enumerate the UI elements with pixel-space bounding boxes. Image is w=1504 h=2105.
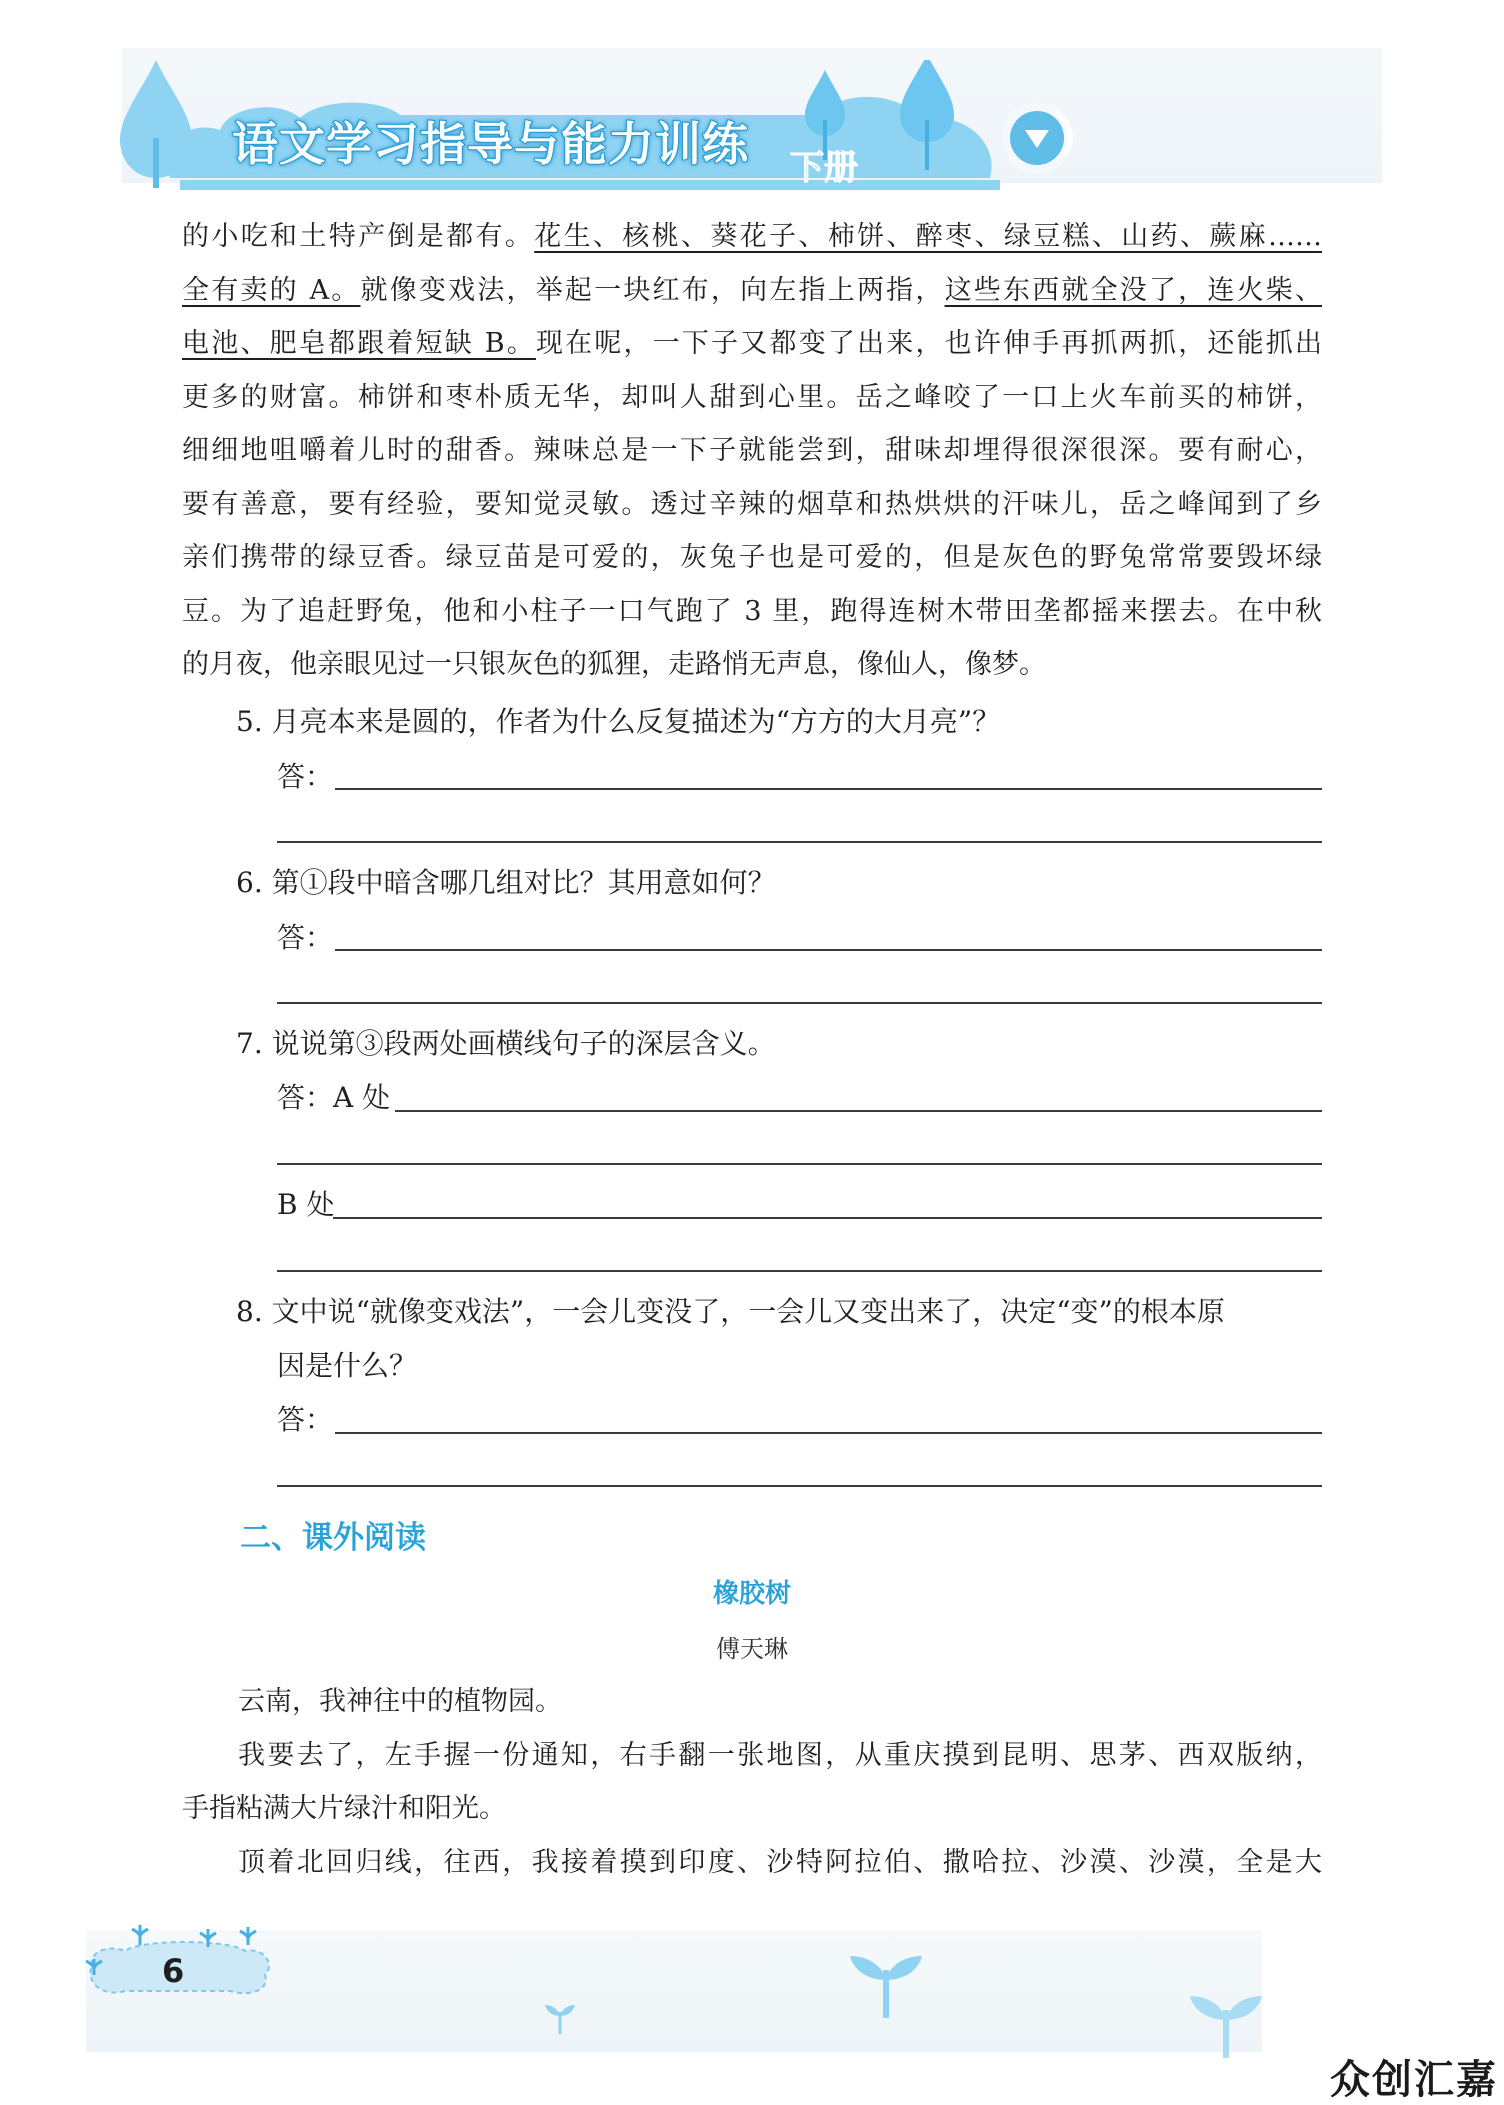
passage-text-span: 就像变戏法，举起一块红布，向左指上两指， — [360, 274, 945, 306]
volume-label: 下册 — [790, 148, 858, 188]
underlined-sentence-b: 这些东西就全没了，连火柴、 — [944, 274, 1322, 306]
article-paragraph: 顶着北回归线，往西，我接着摸到印度、沙特阿拉伯、撒哈拉、沙漠、沙漠，全是大 — [238, 1846, 1322, 1878]
answer-line[interactable] — [277, 1002, 1322, 1004]
passage-text — [182, 210, 1322, 692]
question-7: 7. 说说第③段两处画横线句子的深层含义。 — [236, 1027, 776, 1060]
article-author: 傅天琳 — [716, 1635, 788, 1663]
sprout-icon — [545, 2002, 575, 2034]
answer-line[interactable] — [277, 841, 1322, 843]
passage-line — [182, 264, 1322, 318]
passage-line — [182, 317, 1322, 371]
answer-line[interactable] — [333, 1217, 1322, 1219]
passage-line: 要有善意，要有经验，要知觉灵敏。透过辛辣的烟草和热烘烘的汗味儿，岳之峰闻到了乡 — [182, 488, 1322, 520]
passage-text-span: 的小吃和土特产倒是都有。 — [182, 221, 535, 252]
passage-line: 细细地咀嚼着儿时的甜香。辣味总是一下子就能尝到，甜味却埋得很深很深。要有耐心， — [182, 435, 1322, 466]
answer-line[interactable] — [335, 949, 1322, 951]
article-paragraph: 手指粘满大片绿汁和阳光。 — [182, 1793, 506, 1824]
answer-line[interactable] — [335, 1432, 1322, 1434]
watermark: 众创汇嘉 — [1330, 2057, 1498, 2103]
article-title: 橡胶树 — [712, 1579, 791, 1609]
answer-line[interactable] — [335, 788, 1322, 790]
answer-line[interactable] — [395, 1110, 1322, 1112]
passage-line: 豆。为了追赶野兔，他和小柱子一口气跑了 3 里，跑得连树木带田垄都摇来摆去。在中秋 — [182, 595, 1322, 627]
answer-line[interactable] — [277, 1163, 1322, 1165]
answer-label: 答： — [277, 921, 334, 954]
book-title: 语文学习指导与能力训练 — [232, 117, 749, 171]
question-8: 8. 文中说“就像变戏法”，一会儿变没了，一会儿又变出来了，决定“变”的根本原 — [236, 1295, 1225, 1328]
sprout-icon — [1190, 1990, 1270, 2060]
underlined-sentence-a: 花生、核桃、葵花子、柿饼、醉枣、绿豆糕、山药、蕨麻…… — [534, 221, 1323, 252]
answer-label: 答： — [277, 1403, 334, 1436]
underlined-sentence-a-end: 全有卖的 A。 — [182, 274, 361, 306]
article-paragraph: 我要去了，左手握一份通知，右手翻一张地图，从重庆摸到昆明、思茅、西双版纳， — [238, 1739, 1322, 1771]
answer-label: 答： — [277, 760, 334, 793]
question-5: 5. 月亮本来是圆的，作者为什么反复描述为“方方的大月亮”？ — [236, 705, 1001, 738]
section-heading: 二、课外阅读 — [240, 1520, 426, 1556]
answer-line[interactable] — [277, 1270, 1322, 1272]
question-8-cont: 因是什么？ — [277, 1349, 418, 1382]
passage-line — [182, 210, 1322, 264]
answer-a-label: 答：A 处 — [277, 1081, 391, 1114]
article-text — [182, 1675, 1322, 1889]
answer-b-label: B 处 — [277, 1188, 335, 1221]
article-paragraph: 云南，我神往中的植物园。 — [238, 1686, 562, 1717]
underlined-sentence-b-end: 电池、肥皂都跟着短缺 B。 — [182, 328, 536, 359]
passage-line: 亲们携带的绿豆香。绿豆苗是可爱的，灰兔子也是可爱的，但是灰色的野兔常常要毁坏绿 — [182, 542, 1322, 573]
passage-text-span: 现在呢，一下子又都变了出来，也许伸手再抓两抓，还能抓出 — [535, 328, 1322, 359]
passage-line: 更多的财富。柿饼和枣朴质无华，却叫人甜到心里。岳之峰咬了一口上火车前买的柿饼， — [182, 381, 1322, 413]
answer-line[interactable] — [277, 1485, 1322, 1487]
sprout-icon — [850, 1950, 930, 2020]
page-number: 6 — [162, 1952, 185, 1990]
question-6: 6. 第①段中暗含哪几组对比？其用意如何？ — [236, 866, 776, 899]
passage-line: 的月夜，他亲眼见过一只银灰色的狐狸，走路悄无声息，像仙人，像梦。 — [182, 649, 1046, 680]
